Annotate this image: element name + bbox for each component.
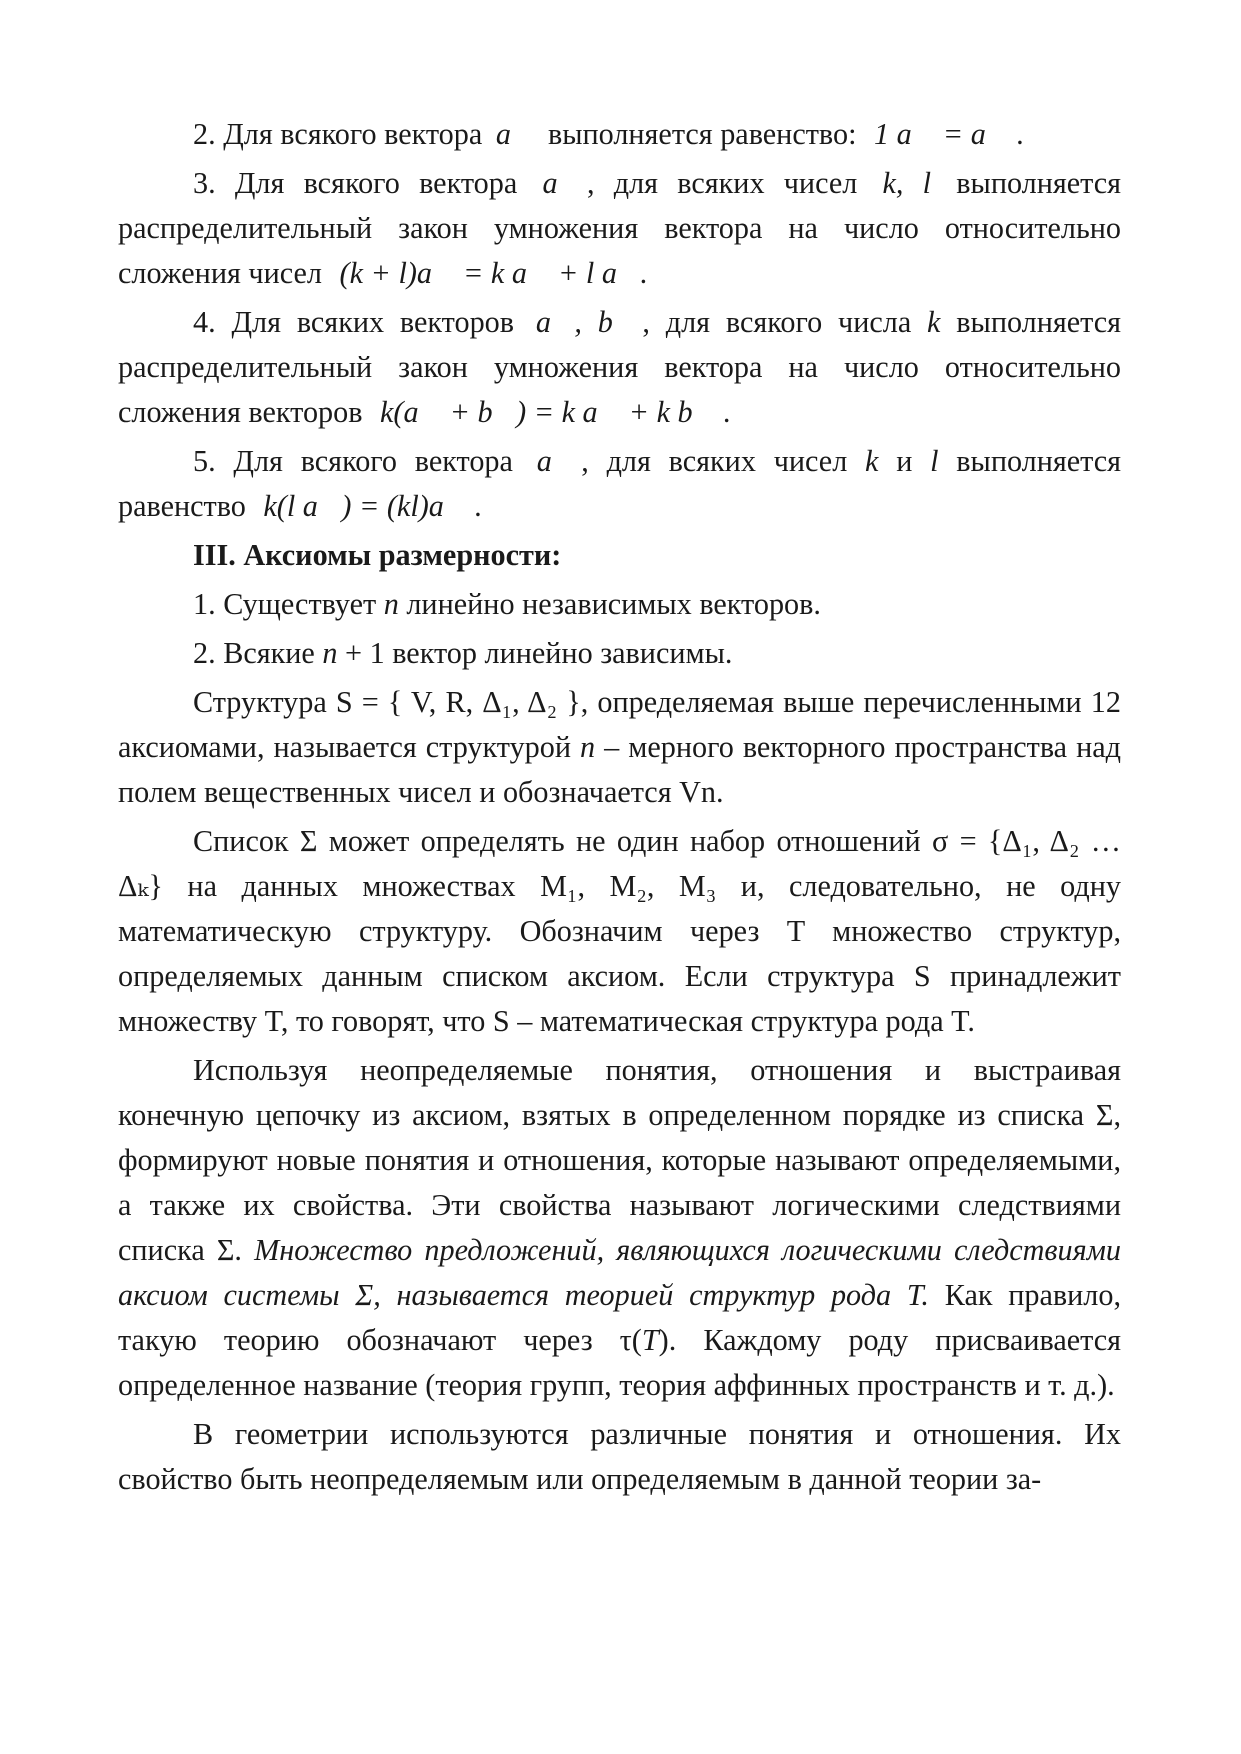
axiom-item-4 [118,300,1121,435]
definition-italic: Множество предложений, являющихся логическими следствиями аксиом системы Σ, называется теорией структур рода T. [118,1233,1121,1312]
text: , для всякого числа [642,305,912,339]
formula-var: T [641,1323,659,1357]
text: 2. Всякие [193,636,315,670]
text: линейно независимых векторов. [406,587,821,621]
geometry-paragraph: В геометрии используются различные понятия и отношения. Их свойство быть неопределяемым или определяемым в данной теории за- [118,1417,1121,1496]
text: , для всяких чисел [587,166,858,200]
formula-var: a⃗ [495,117,535,151]
axiom-list-paragraph: Список Σ может определять не один набор отношений σ = {Δ₁, Δ₂ … Δₖ} на данных множествах M₁, M₂, M₃ и, следовательно, не одну математическую структуру. Обозначим через T множество структур, определяемых данным списком аксиом. Если структура S принадлежит множеству T, то говорят, что S – математическая структура рода T. [118,824,1121,1038]
section-heading: III. Аксиомы размерности: [193,538,562,572]
text: Структура S = { V, R, Δ₁, Δ₂ }, определяемая выше перечисленными 12 аксиомами, называется структурой [118,685,1121,764]
formula: k(l a⃗) = (kl)a⃗ . [263,489,483,523]
text: 2. Для всякого вектора [193,117,483,151]
axiom-item-5 [118,439,1121,529]
text: + 1 вектор линейно зависимы. [345,636,733,670]
structure-paragraph [118,680,1121,815]
formula-var: a⃗ [536,444,576,478]
text: выполняется распределительный закон умножения вектора на число относительно сложения векторов [118,305,1122,429]
theory-paragraph [118,1048,1121,1408]
formula-var: n [580,730,596,764]
text: 4. Для всяких векторов [193,305,515,339]
formula-var: a⃗, b⃗ [535,305,637,339]
formula: 1 a⃗ = a⃗ . [874,117,1025,151]
formula-var: k, l [882,166,932,200]
text: 5. Для всякого вектора [193,444,513,478]
text: 1. Существует [193,587,377,621]
formula: (k + l)a⃗ = k a⃗ + l a⃗. [339,256,648,290]
text: ). Каждому роду присваивается определенное название (теория групп, теория аффинных пространств и т. д.). [118,1323,1121,1402]
formula-var: n [383,587,399,621]
formula-var: n [322,636,338,670]
formula-var: k [865,444,879,478]
text: Используя неопределяемые понятия, отношения и выстраивая конечную цепочку из аксиом, взятых в определенном порядке из списка Σ, формируют новые понятия и отношения, которые называют определяемыми, а также их свойства. Эти свойства называют логическими следствиями списка Σ. [118,1053,1121,1267]
text: выполняется распределительный закон умножения вектора на число относительно сложения чисел [118,166,1122,290]
formula-var: l [930,444,939,478]
dimension-item-1 [118,582,1121,627]
text: выполняется равенство [118,444,1122,523]
text: 3. Для всякого вектора [193,166,518,200]
axiom-item-2 [118,112,1121,157]
page-body [118,112,1121,1506]
formula-var: a⃗ [542,166,582,200]
text: Как правило, такую теорию обозначают через τ( [118,1278,1122,1357]
text: выполняется равенство: [547,117,857,151]
text: – мерного векторного пространства над полем вещественных чисел и обозначается Vn. [118,730,1121,809]
formula: k(a⃗ + b⃗) = k a⃗ + k b⃗ . [380,395,732,429]
dimension-item-2 [118,631,1121,676]
axiom-item-3 [118,161,1121,296]
text: и [896,444,913,478]
formula-var: k [927,305,941,339]
text: , для всяких чисел [581,444,848,478]
